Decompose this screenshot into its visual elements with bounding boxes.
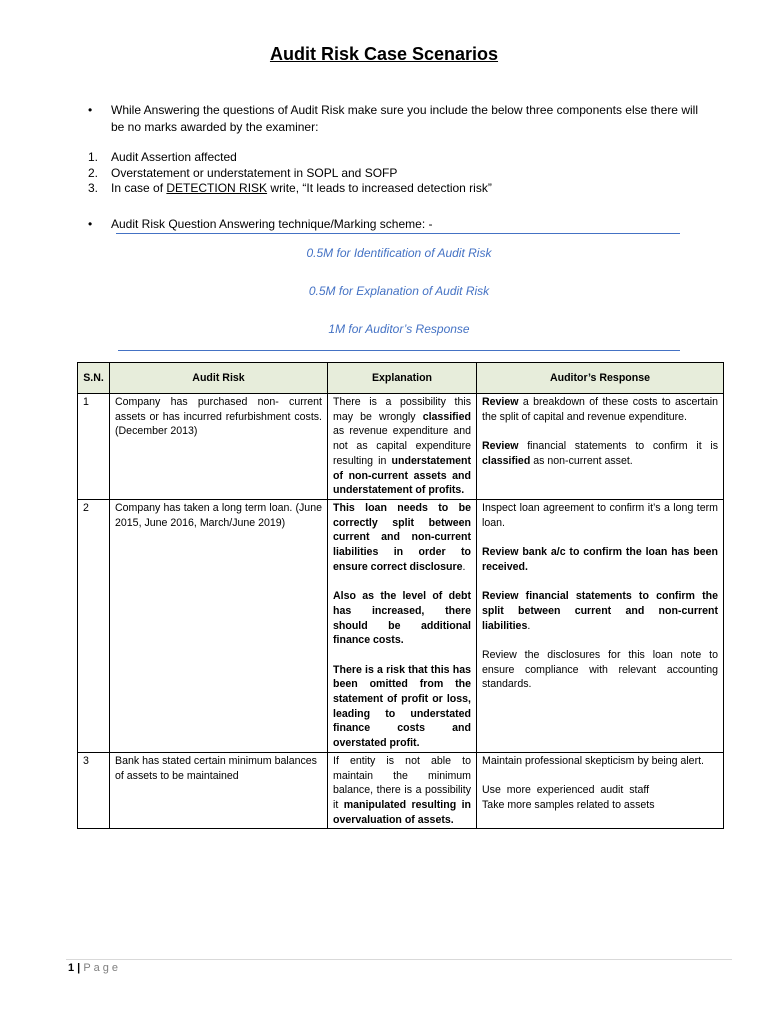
cell-response: Inspect loan agreement to confirm it’s a long term loan. Review bank a/c to confirm the loan has been received. Review financial statements to confirm the split between current and non-current liabilities. Review the disclosures for this loan note to ensure compliance with relevant accounting standards. (477, 499, 724, 752)
bullet-icon: • (88, 217, 93, 231)
page-footer: 1 | Page (68, 962, 122, 974)
list-item: 3. In case of DETECTION RISK write, “It leads to increased detection risk” (88, 181, 492, 195)
intro-text: While Answering the questions of Audit Risk make sure you include the below three components else there will be no marks awarded by the examiner: (111, 103, 698, 134)
table-row (78, 499, 724, 752)
cell-sn: 3 (78, 752, 110, 829)
table-header-row (78, 363, 724, 394)
cell-sn: 2 (78, 499, 110, 752)
cell-explanation: This loan needs to be correctly split between current and non-current liabilities in order to ensure correct disclosure. Also as the level of debt has increased, there should be additional finance costs. There is a risk that this has been omitted from the statement of profit or loss, leading to understated finance costs and overstated profit. (328, 499, 477, 752)
marking-line-3: 1M for Auditor’s Response (328, 322, 470, 336)
cell-audit-risk: Company has purchased non- current assets or has incurred refurbishment costs. (December 2013) (110, 394, 328, 500)
page-title: Audit Risk Case Scenarios (269, 44, 499, 64)
list-item: 1. Audit Assertion affected (88, 150, 237, 164)
bullet-icon: • (88, 103, 93, 117)
page-label: Page (83, 962, 122, 974)
marking-line-1: 0.5M for Identification of Audit Risk (306, 246, 492, 260)
intro-bullet (88, 102, 708, 136)
header-audit-risk: Audit Risk (110, 363, 328, 394)
header-explanation: Explanation (328, 363, 477, 394)
list-item: 2. Overstatement or understatement in SOPL and SOFP (88, 165, 398, 180)
cell-response: Review a breakdown of these costs to ascertain the split of capital and revenue expenditure. Review financial statements to confirm it is classified as non-current asset. (477, 394, 724, 500)
detection-risk-term: DETECTION RISK (166, 181, 268, 195)
technique-bullet (88, 216, 708, 233)
cell-audit-risk: Bank has stated certain minimum balances of assets to be maintained (110, 752, 328, 829)
technique-text: Audit Risk Question Answering technique/Marking scheme: - (111, 217, 433, 231)
divider (116, 233, 680, 234)
cell-sn: 1 (78, 394, 110, 500)
page-number: 1 (68, 962, 75, 974)
table-row (78, 752, 724, 829)
cell-explanation: There is a possibility this may be wrongly classified as revenue expenditure and not as capital expenditure resulting in understatement of non-current assets and understatement of profits. (328, 394, 477, 500)
components-list (88, 150, 492, 197)
header-auditors-response: Auditor’s Response (477, 363, 724, 394)
table-row (78, 394, 724, 500)
header-sn: S.N. (78, 363, 110, 394)
cell-audit-risk: Company has taken a long term loan. (June 2015, June 2016, March/June 2019) (110, 499, 328, 752)
divider (118, 350, 680, 351)
marking-line-2: 0.5M for Explanation of Audit Risk (308, 284, 490, 298)
cell-explanation: If entity is not able to maintain the minimum balance, there is a possibility it manipulated resulting in overvaluation of assets. (328, 752, 477, 829)
cell-response: Maintain professional skepticism by being alert. Use more experienced audit staff Take more samples related to assets (477, 752, 724, 829)
audit-risk-table (77, 362, 724, 829)
footer-divider (66, 959, 732, 960)
